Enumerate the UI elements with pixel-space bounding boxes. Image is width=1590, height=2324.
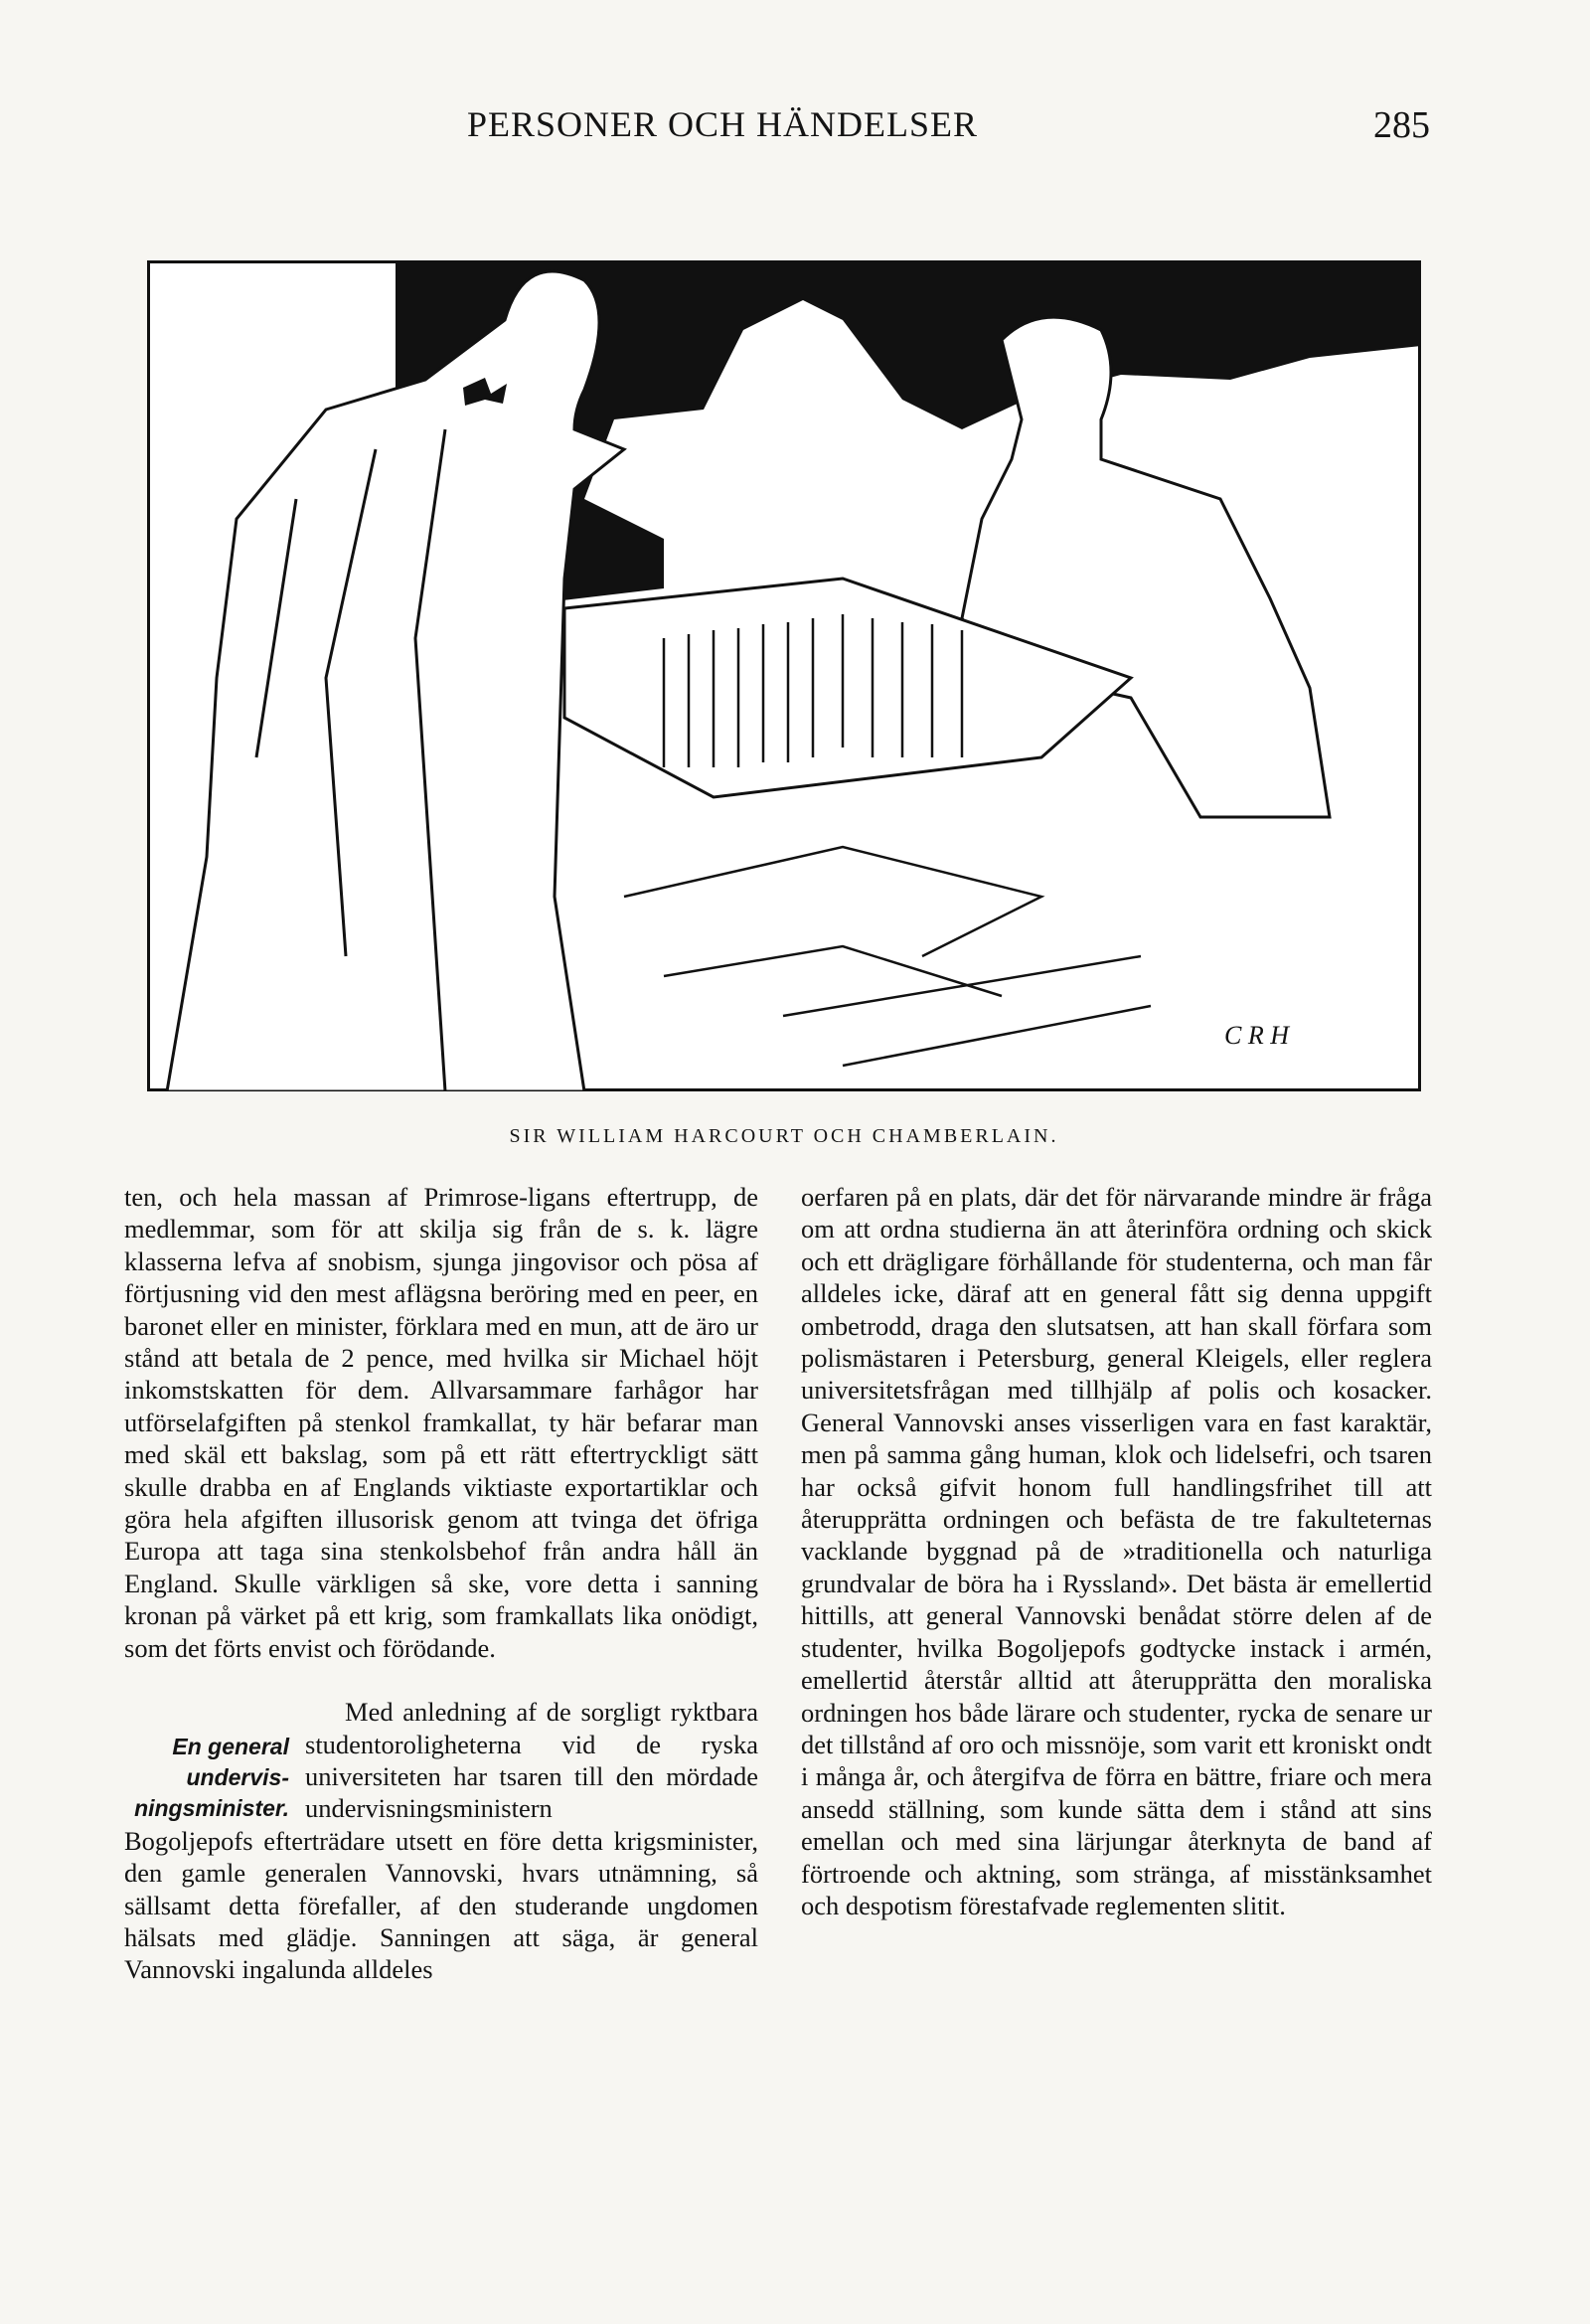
caricature-illustration — [147, 260, 1421, 1091]
right-paragraph: oerfaren på en plats, där det för närvarande mindre är fråga om att ordna studierna än att återinföra ordning och skick och ett drägligare förhållande för studenterna, och man får alldeles icke, däraf att en general fått sig denna uppgift ombetrodd, draga den slutsatsen, att han skall förfara som polismästaren i Petersburg, general Kleigels, eller reglera universitetsfrågan med tillhjälp af polis och kosacker. General Vannovski anses visserligen vara en fast karaktär, men på samma gång human, klok och lidelsefri, och tsaren har också gifvit honom full handlingsfrihet till att återupprätta ordningen och befästa de tre fakulteternas vacklande byggnad på de »traditionella och naturliga grundvalar de böra ha i Ryssland». Det bästa är emellertid hittills, att general Vannovski benådat större delen af de studenter, hvilka Bogoljepofs godtycke instack i armén, emellertid återstår alltid att återupprätta den moraliska ordningen hos både lärare och studenter, rycka de senare ur det tillstånd af oro och missnöje, som varit ett kroniskt ondt i många år, och återgifva de förra en bättre, friare och mera ansedd ställning, som kunde sätta dem i stånd att sins emellan och med sina lärjungar återknyta de band af förtroende och aktning, som stränga, af misstänksamhet och despotism förestafvade reglementen slitit. — [801, 1182, 1432, 1920]
caricature-drawing — [147, 260, 1421, 1091]
left-paragraph: ten, och hela massan af Primrose-ligans eftertrupp, de medlemmar, som för att skilja sig från de s. k. lägre klasserna lefva af snobism, sjunga jingovisor och pösa af förtjusning vid den mest aflägsna beröring med en peer, en baronet eller en minister, förklara med en mun, att de äro ur stånd att betala de 2 pence, med hvilka sir Michael höjt inkomstskatten för dem. Allvarsammare farhågor har utförselafgiften på stenkol framkallat, ty här befarar man med skäl ett bakslag, som på ett rätt eftertryckligt sätt skulle drabba en af Englands viktiaste exportartiklar och göra hela afgiften illusorisk genom att tvinga det öfriga Europa att taga sina stenkolsbehof från andra håll än England. Skulle värkligen så ske, vore detta i sanning kronan på värket på ett krig, som framkallats lika onödigt, som det förts envist och förödande. — [124, 1182, 758, 1663]
right-column — [801, 1181, 1432, 1921]
section-paragraph-continuation: Bogoljepofs efterträdare utsett en före detta krigsminister, den gamle generalen Vannovski, hvars utnämning, så sällsamt detta förefaller, af den studerande ungdomen hälsats med glädje. Sanningen att säga, är general Vannovski ingalunda alldeles — [124, 1825, 758, 1985]
section-paragraph-start: Med anledning af de sorgligt ryktbara studentoroligheterna vid de ryska universiteten har tsaren till den mördade undervisningsministern — [305, 1697, 758, 1824]
paper-lines — [624, 847, 1151, 1066]
left-column — [124, 1181, 758, 1986]
page-number: 285 — [1373, 104, 1430, 146]
running-head: PERSONER OCH HÄNDELSER — [467, 104, 979, 144]
marginal-heading — [124, 1732, 305, 1825]
standing-figure — [167, 271, 624, 1091]
illustrator-signature: C R H — [1224, 1021, 1289, 1050]
marginal-heading-line: ningsminister. — [134, 1795, 289, 1822]
marginal-heading-line: undervis- — [186, 1764, 289, 1791]
section-with-sidenote — [124, 1696, 758, 1825]
marginal-heading-line: En general — [172, 1734, 289, 1760]
illustration-caption: SIR WILLIAM HARCOURT OCH CHAMBERLAIN. — [509, 1125, 1059, 1147]
